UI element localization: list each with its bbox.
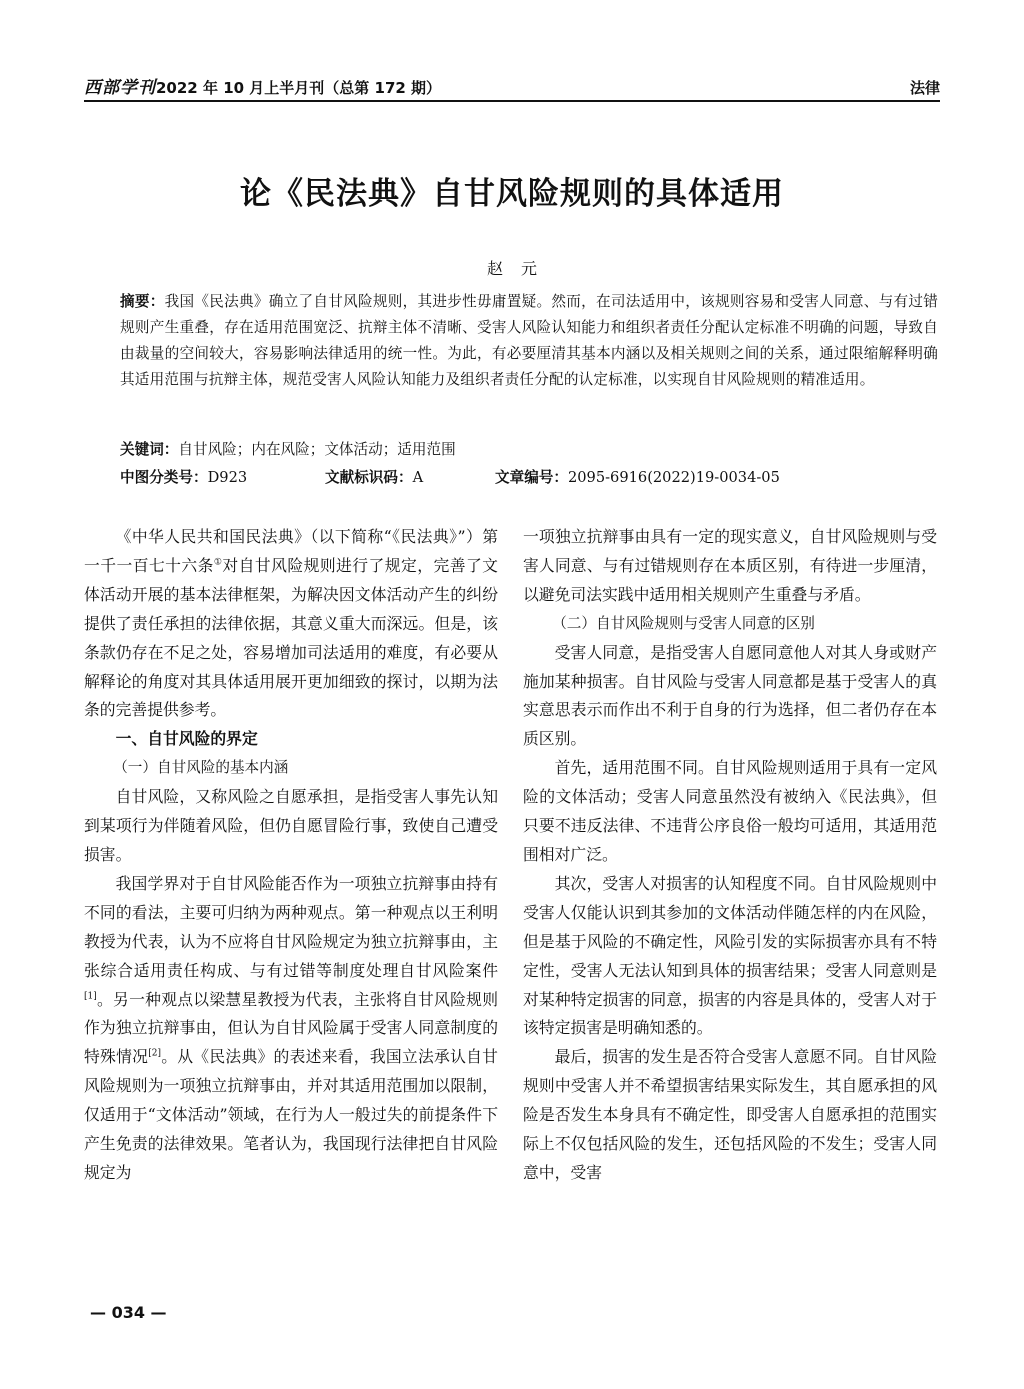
paragraph [84, 870, 498, 1188]
doc-code-field [325, 465, 423, 491]
article-number-field [495, 465, 780, 491]
paragraph: 自甘风险，又称风险之自愿承担，是指受害人事先认知到某项行为伴随着风险，但仍自愿冒险行事，致使自己遭受损害。 [84, 787, 498, 864]
paragraph: 首先，适用范围不同。自甘风险规则适用于具有一定风险的文体活动；受害人同意虽然没有被纳入《民法典》，但只要不违反法律、不违背公序良俗一般均可适用，其适用范围相对广泛。 [523, 758, 937, 864]
paragraph-text: 我国学界对于自甘风险能否作为一项独立抗辩事由持有不同的看法，主要可归纳为两种观点。第一种观点以王利明教授为代表，认为不应将自甘风险规定为独立抗辩事由，主张综合适用责任构成、与有过错等制度处理自甘风险案件 [84, 873, 498, 980]
body-column-right [523, 523, 937, 1188]
article-number-value: 2095-6916(2022)19-0034-05 [567, 469, 780, 486]
author-name: 赵元 [486, 259, 555, 278]
keywords [120, 437, 938, 463]
running-header [84, 68, 940, 98]
header-divider [84, 100, 940, 102]
paragraph [84, 523, 498, 725]
article-number-label: 文章编号： [495, 469, 568, 486]
section-name: 法律 [909, 79, 940, 97]
subsection-heading: （一）自甘风险的基本内涵 [113, 759, 289, 777]
abstract-text: 我国《民法典》确立了自甘风险规则，其进步性毋庸置疑。然而，在司法适用中，该规则容易和受害人同意、与有过错规则产生重叠，存在适用范围宽泛、抗辩主体不清晰、受害人风险认知能力和组织者责任分配认定标准不明确的问题，导致自由裁量的空间较大，容易影响法律适用的统一性。为此，有必要厘清其基本内涵以及相关规则之间的关系，通过限缩解释明确其适用范围与抗辩主体，规范受害人风险认知能力及组织者责任分配的认定标准，以实现自甘风险规则的精准适用。 [120, 293, 938, 388]
paragraph-text: 《中华人民共和国民法典》（以下简称“《民法典》”）第一千一百七十六条 [84, 527, 498, 575]
paragraph-text: 对自甘风险规则进行了规定，完善了文体活动开展的基本法律框架，为解决因文体活动产生的纠纷提供了责任承担的法律依据，其意义重大而深远。但是，该条款仍存在不足之处，容易增加司法适用的难度，有必要从解释论的角度对其具体适用展开更加细致的探讨，以期为法条的完善提供参考。 [84, 555, 498, 720]
footnote-marker: ① [213, 557, 223, 568]
paragraph-text: 。另一种观点以梁慧星教授为代表，主张将自甘风险规则作为独立抗辩事由，但认为自甘风险属于受害人同意制度的特殊情况 [84, 989, 498, 1067]
paragraph: 最后，损害的发生是否符合受害人意愿不同。自甘风险规则中受害人并不希望损害结果实际发生，其自愿承担的风险是否发生本身具有不确定性，即受害人自愿承担的范围实际上不仅包括风险的发生，还包括风险的不发生；受害人同意中，受害 [523, 1047, 937, 1182]
clc-field [120, 469, 247, 486]
page-number: — 034 — [90, 1303, 167, 1322]
paragraph: 其次，受害人对损害的认知程度不同。自甘风险规则中受害人仅能认识到其参加的文体活动伴随怎样的内在风险，但是基于风险的不确定性，风险引发的实际损害亦具有不特定性，受害人无法认知到具体的损害结果；受害人同意则是对某种特定损害的同意，损害的内容是具体的，受害人对于该特定损害是明确知悉的。 [523, 873, 937, 1038]
article-title: 论《民法典》自甘风险规则的具体适用 [240, 176, 784, 212]
journal-logo: 西部学刊 [84, 78, 156, 98]
paragraph-text: 。从《民法典》的表述来看，我国立法承认自甘风险规则为一项独立抗辩事由，并对其适用范围加以限制，仅适用于“文体活动”领域，在行为人一般过失的前提条件下产生免责的法律效果。笔者认为，我国现行法律把自甘风险规定为 [84, 1047, 498, 1182]
keywords-label: 关键词： [120, 441, 179, 458]
clc-value: D923 [207, 469, 248, 486]
paragraph-continued: 一项独立抗辩事由具有一定的现实意义，自甘风险规则与受害人同意、与有过错规则存在本质区别，有待进一步厘清，以避免司法实践中适用相关规则产生重叠与矛盾。 [523, 527, 937, 604]
abstract [120, 289, 938, 393]
header-left [84, 73, 441, 98]
paragraph: 受害人同意，是指受害人自愿同意他人对其人身或财产施加某种损害。自甘风险与受害人同意都是基于受害人的真实意思表示而作出不利于自身的行为选择，但二者仍存在本质区别。 [523, 642, 937, 749]
keywords-text: 自甘风险；内在风险；文体活动；适用范围 [178, 441, 456, 458]
abstract-label: 摘要： [120, 293, 165, 310]
article-meta [120, 465, 938, 491]
body-column-left [84, 523, 498, 1188]
section-heading: 一、自甘风险的界定 [115, 729, 258, 749]
doc-code-label: 文献标识码： [325, 469, 413, 486]
citation-marker: [1] [84, 991, 97, 1002]
citation-marker: [2] [148, 1049, 161, 1060]
doc-code-value: A [412, 469, 424, 486]
clc-label: 中图分类号： [120, 469, 208, 486]
subsection-heading: （二）自甘风险规则与受害人同意的区别 [552, 614, 815, 632]
issue-info: 2022 年 10 月上半月刊（总第 172 期） [156, 79, 442, 97]
